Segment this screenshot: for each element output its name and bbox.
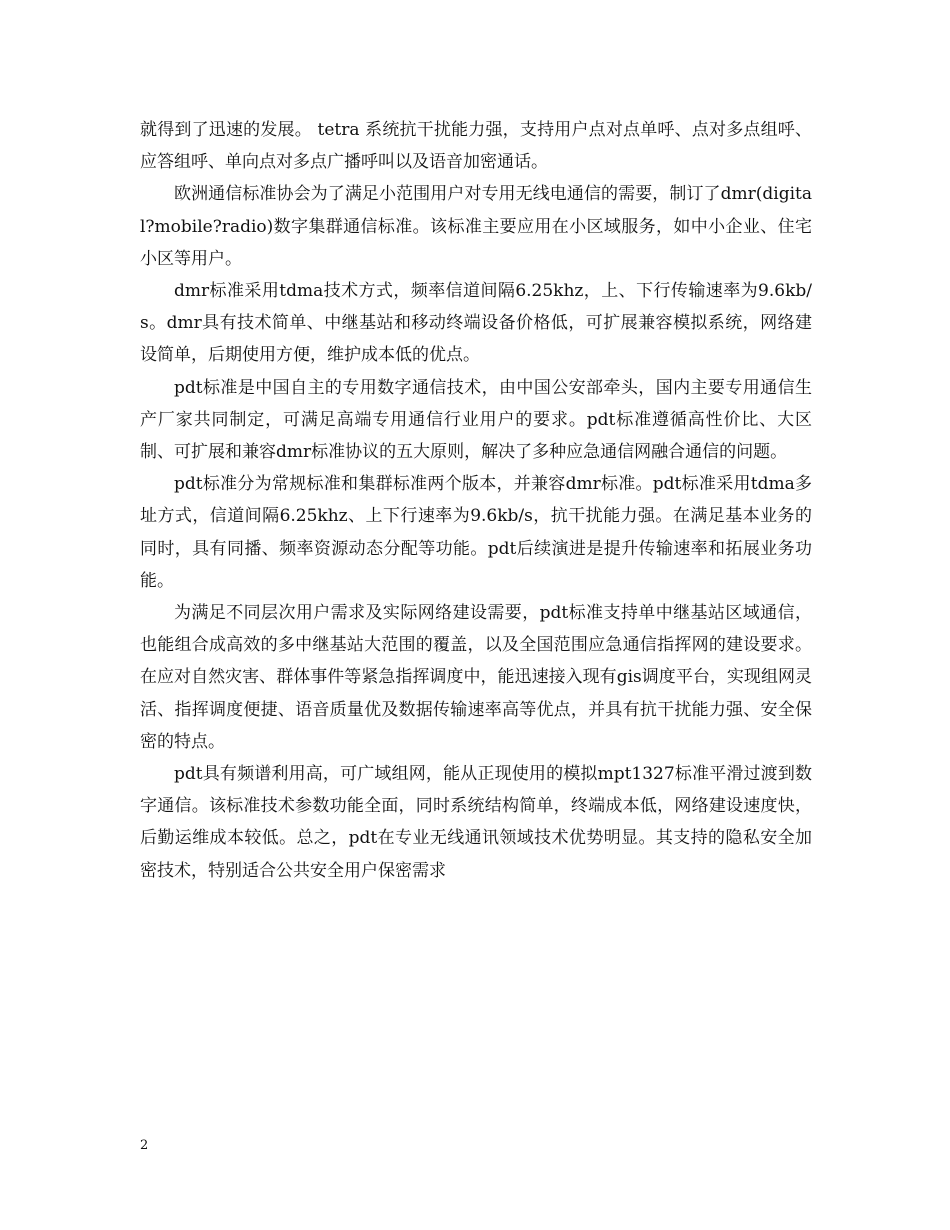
paragraph-7: pdt具有频谱利用高，可广域组网，能从正现使用的模拟mpt1327标准平滑过渡到数字通信。该标准技术参数功能全面，同时系统结构简单，终端成本低，网络建设速度快，后勤运维成本较低。总之，pdt在专业无线通讯领域技术优势明显。其支持的隐私安全加密技术，特别适合公共安全用户保密需求 [140, 764, 812, 881]
paragraph-4: pdt标准是中国自主的专用数字通信技术，由中国公安部牵头，国内主要专用通信生产厂家共同制定，可满足高端专用通信行业用户的要求。pdt标准遵循高性价比、大区制、可扩展和兼容dmr标准协议的五大原则，解决了多种应急通信网融合通信的问题。 [140, 377, 812, 463]
paragraph-2: 欧洲通信标准协会为了满足小范围用户对专用无线电通信的需要，制订了dmr(digital?mobile?radio)数字集群通信标准。该标准主要应用在小区域服务，如中小企业、住宅小区等用户。 [140, 184, 812, 269]
paragraph-1: 就得到了迅速的发展。 tetra 系统抗干扰能力强，支持用户点对点单呼、点对多点组呼、应答组呼、单向点对多点广播呼叫以及语音加密通话。 [140, 120, 812, 173]
document-body [140, 114, 812, 887]
paragraph-5: pdt标准分为常规标准和集群标准两个版本，并兼容dmr标准。pdt标准采用tdma多址方式，信道间隔6.25khz、上下行速率为9.6kb/s，抗干扰能力强。在满足基本业务的同时，具有同播、频率资源动态分配等功能。pdt后续演进是提升传输速率和拓展业务功能。 [140, 474, 812, 591]
paragraph-6: 为满足不同层次用户需求及实际网络建设需要，pdt标准支持单中继基站区域通信，也能组合成高效的多中继基站大范围的覆盖，以及全国范围应急通信指挥网的建设要求。在应对自然灾害、群体事件等紧急指挥调度中，能迅速接入现有gis调度平台，实现组网灵活、指挥调度便捷、语音质量优及数据传输速率高等优点，并具有抗干扰能力强、安全保密的特点。 [140, 603, 812, 752]
paragraph-3: dmr标准采用tdma技术方式，频率信道间隔6.25khz，上、下行传输速率为9.6kb/s。dmr具有技术简单、中继基站和移动终端设备价格低，可扩展兼容模拟系统，网络建设简单，后期使用方便，维护成本低的优点。 [140, 281, 812, 366]
page-number: 2 [140, 1138, 149, 1153]
